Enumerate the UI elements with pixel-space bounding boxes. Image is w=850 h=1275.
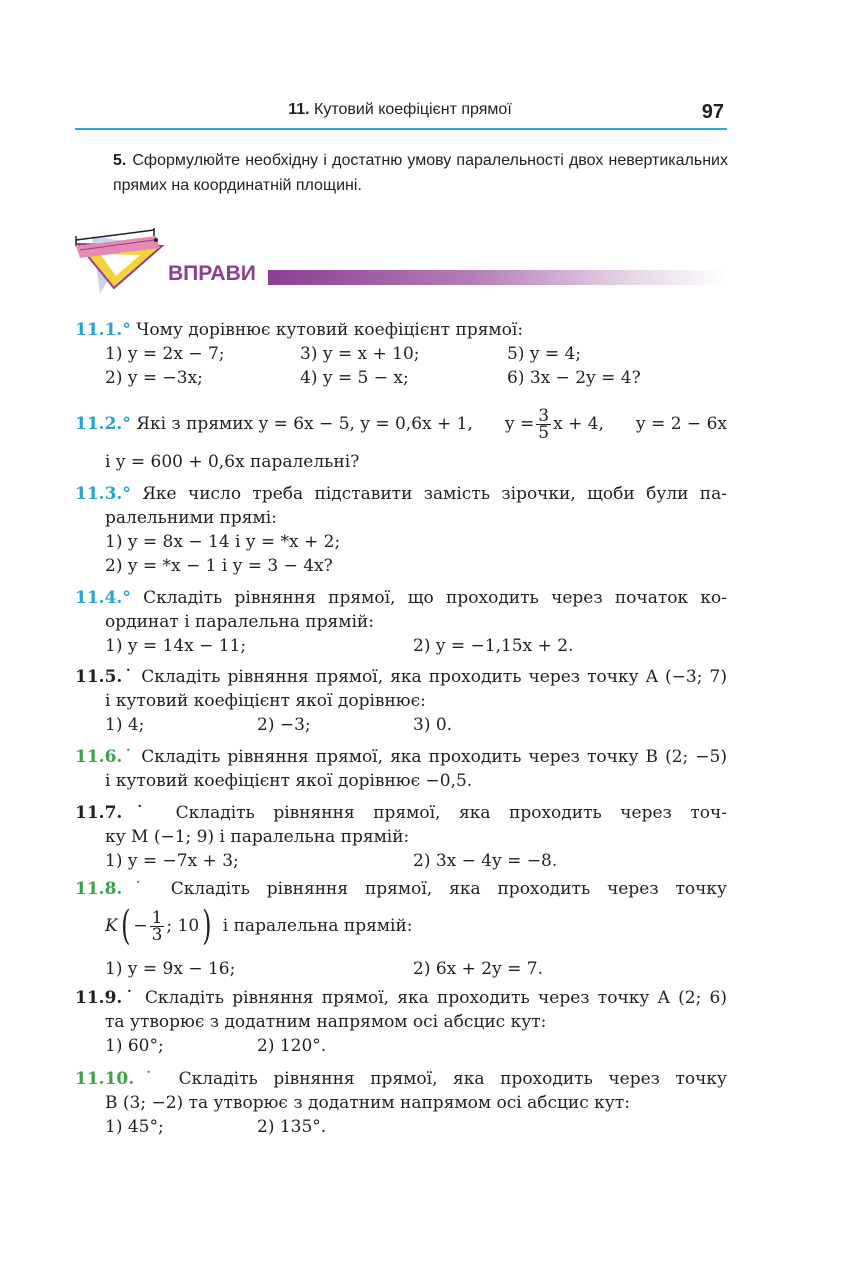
option-1: 1) 60°; — [105, 1036, 164, 1056]
option-1: 1) y = 2x − 7; — [105, 344, 225, 364]
exercise-text: Складіть рівняння прямої, яка проходить через точ- — [175, 803, 727, 823]
option-2: 2) y = −3x; — [105, 368, 203, 388]
exercise-number: 11.1.° — [75, 320, 131, 340]
option-6: 6) 3x − 2y = 4? — [507, 368, 641, 388]
exercise-number: 11.9.˙ — [75, 988, 137, 1008]
running-header — [0, 101, 800, 119]
question-5 — [113, 148, 728, 198]
exercise-number: 11.10.˙ — [75, 1069, 164, 1089]
exercise-text-line-2: та утворює з додатним напрямом осі абсцис кут: — [105, 1012, 547, 1032]
exercise-text: Яке число треба підставити замість зірочки, щоби були па- — [142, 484, 728, 504]
point-y: ; 10 — [166, 916, 200, 936]
fraction-numerator: 3 — [538, 405, 550, 426]
equation-rest: x + 4, — [553, 413, 604, 434]
exercise-11-9 — [75, 986, 727, 1058]
exercise-11-5 — [75, 665, 727, 737]
option-2: 2) −3; — [257, 715, 311, 735]
exercise-number: 11.5.˙ — [75, 667, 135, 687]
exercise-number: 11.7.˙ — [75, 803, 158, 823]
option-2: 2) 3x − 4y = −8. — [413, 851, 558, 871]
exercise-text-line-2: і кутовий коефіцієнт якої дорівнює: — [105, 691, 426, 711]
option-1: 1) y = 9x − 16; — [105, 959, 236, 979]
option-1: 1) y = 8x − 14 і y = *x + 2; — [105, 532, 341, 552]
set-square-ruler-icon — [70, 228, 165, 300]
option-2: 2) 135°. — [257, 1117, 327, 1137]
exercise-11-1 — [75, 318, 727, 390]
exercise-11-4 — [75, 586, 727, 658]
exercise-text-line-2: ралельними прямі: — [105, 508, 277, 528]
option-2: 2) 6x + 2y = 7. — [413, 959, 543, 979]
right-paren: ) — [202, 903, 212, 949]
question-text: Сформулюйте необхідну і достатню умову паралельності двох невертикальних прямих на координатній площині. — [113, 152, 728, 194]
option-2: 2) y = *x − 1 і y = 3 − 4x? — [105, 556, 333, 576]
option-1: 1) y = 14x − 11; — [105, 636, 247, 656]
exercise-text: Складіть рівняння прямої, яка проходить через точку — [178, 1069, 728, 1089]
exercise-text: Які з прямих y = 6x − 5, y = 0,6x + 1, — [136, 414, 473, 434]
minus-sign: − — [133, 916, 148, 936]
exercise-text-line-2: і кутовий коефіцієнт якої дорівнює −0,5. — [105, 771, 473, 791]
exercise-text: Складіть рівняння прямої, яка проходить через точку A (2; 6) — [144, 988, 728, 1008]
section-number: 11. — [288, 101, 310, 118]
point-name: K — [105, 916, 118, 936]
fraction — [150, 907, 165, 945]
section-title: Кутовий коефіцієнт прямої — [309, 101, 512, 118]
equation-y: y = — [504, 413, 535, 434]
exercise-text: Складіть рівняння прямої, яка проходить через точку B (2; −5) — [141, 747, 728, 767]
option-1: 1) 45°; — [105, 1117, 164, 1137]
exercise-text: Складіть рівняння прямої, яка проходить через точку A (−3; 7) — [141, 667, 727, 687]
option-3: 3) 0. — [413, 715, 453, 735]
fraction-denominator: 5 — [538, 422, 550, 443]
exercise-text: Складіть рівняння прямої, що проходить через початок ко- — [143, 588, 727, 608]
option-5: 5) y = 4; — [507, 344, 582, 364]
section-gradient-bar — [268, 270, 728, 285]
exercise-11-3 — [75, 482, 727, 578]
exercise-text-line-2: і паралельна прямій: — [222, 916, 413, 936]
question-number: 5. — [113, 152, 127, 169]
exercise-11-8 — [75, 877, 727, 981]
fraction — [536, 405, 551, 443]
equation-last: y = 2 − 6x — [636, 414, 727, 434]
exercise-number: 11.6.˙ — [75, 747, 135, 767]
exercise-text: Складіть рівняння прямої, яка проходить через точку — [170, 879, 728, 899]
fraction-numerator: 1 — [151, 907, 163, 928]
exercise-text: Чому дорівнює кутовий коефіцієнт прямої: — [136, 320, 524, 340]
exercise-11-10 — [75, 1067, 727, 1139]
option-1: 1) y = −7x + 3; — [105, 851, 239, 871]
option-3: 3) y = x + 10; — [300, 344, 420, 364]
option-2: 2) 120°. — [257, 1036, 327, 1056]
option-4: 4) y = 5 − x; — [300, 368, 409, 388]
exercise-11-2 — [75, 402, 727, 474]
option-2: 2) y = −1,15x + 2. — [413, 636, 574, 656]
fraction-denominator: 3 — [151, 924, 163, 945]
exercise-text-line-2: ку M (−1; 9) і паралельна прямій: — [105, 827, 410, 847]
exercise-number: 11.8.˙ — [75, 879, 154, 899]
page-number: 97 — [701, 101, 724, 123]
exercise-number: 11.2.° — [75, 414, 131, 434]
exercise-11-7 — [75, 801, 727, 873]
section-title-exercises: ВПРАВИ — [168, 262, 256, 285]
header-rule — [75, 128, 727, 130]
exercise-text-line-2: B (3; −2) та утворює з додатним напрямом осі абсцис кут: — [105, 1093, 630, 1113]
exercise-11-6 — [75, 745, 727, 793]
exercise-text-line-2: ординат і паралельна прямій: — [105, 612, 374, 632]
exercise-text-line-2: і y = 600 + 0,6x паралельні? — [105, 452, 360, 472]
exercise-number: 11.4.° — [75, 588, 131, 608]
left-paren: ( — [120, 903, 131, 949]
exercise-number: 11.3.° — [75, 484, 131, 504]
option-1: 1) 4; — [105, 715, 145, 735]
